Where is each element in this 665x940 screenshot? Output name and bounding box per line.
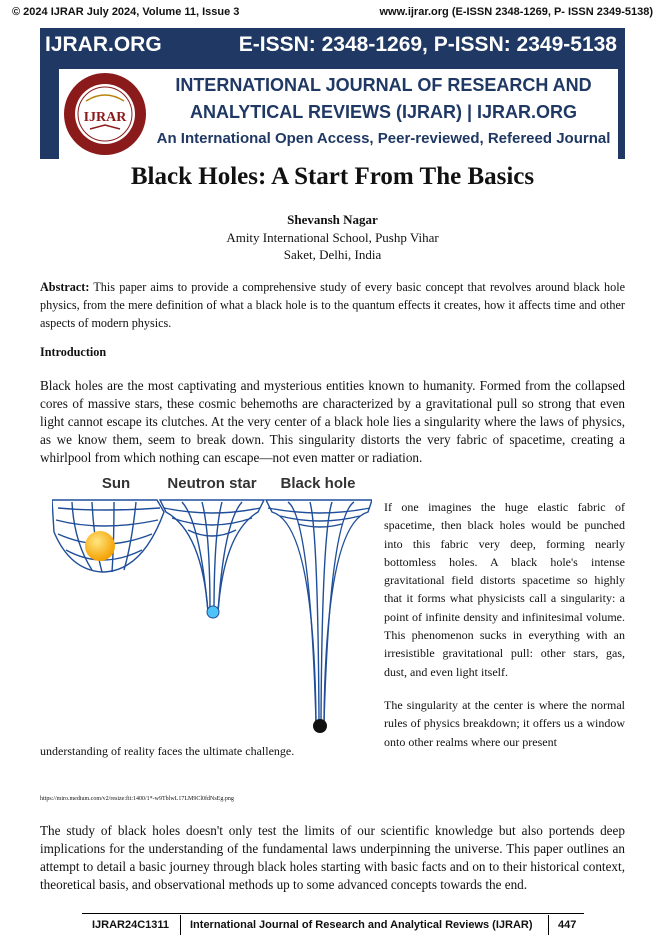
- abstract-label: Abstract:: [40, 280, 90, 294]
- header-website: www.ijrar.org (E-ISSN 2348-1269, P- ISSN 2349-5138): [379, 6, 653, 18]
- abstract-text: This paper aims to provide a comprehensive study of every basic concept that revolves around black hole physics, from the mere definition of what a black hole is to the quantum effects it creates, how it affects time and other aspects of modern physics.: [40, 280, 625, 330]
- spacetime-curvature-figure: [52, 472, 372, 740]
- figure-side-paragraph-1: If one imagines the huge elastic fabric of spacetime, then black holes would be punched into this fabric very deep, forming nearly bottomless holes. A black hole's intense gravitational field distorts spacetime so highly that it forms what physicists call a singularity: a point of infinite density and infinitesimal volume. This phenomenon sucks in everything with an irresistible gravitational pull: other stars, gas, dust, and even light itself.: [384, 500, 625, 679]
- author-affiliation-1: Amity International School, Pushp Vihar: [226, 230, 439, 245]
- banner-site: IJRAR.ORG: [45, 33, 162, 56]
- footer-paper-id: IJRAR24C1311: [92, 919, 170, 931]
- running-header: [12, 6, 653, 22]
- abstract: [40, 278, 625, 332]
- footer-separator: [548, 915, 549, 935]
- footer-page-number: 447: [558, 919, 577, 931]
- journal-name-line1: INTERNATIONAL JOURNAL OF RESEARCH AND: [175, 75, 592, 95]
- introduction-paragraph: Black holes are the most captivating and mysterious entities known to humanity. Formed from the collapsed cores of massive stars, these cosmic behemoths are characterized by a gravitational pull so strong that even light cannot escape its clutches. At the very center of a black hole lies a singularity where the laws of physics, as we know them, seem to break down. This singularity distorts the very fabric of spacetime, creating a whirlpool from which nothing can escape—not even matter or radiation.: [40, 378, 625, 465]
- figure-side-paragraph-2-continued: understanding of reality faces the ultimate challenge.: [40, 744, 295, 758]
- author-affiliation-2: Saket, Delhi, India: [283, 247, 382, 262]
- neutron-star-ball: [207, 606, 219, 618]
- page-footer: [82, 919, 584, 935]
- logo-text: IJRAR: [83, 110, 127, 125]
- figure-side-paragraph-2: The singularity at the center is where the normal rules of physics breakdown; it offers us a window onto other realms where our present: [384, 698, 625, 749]
- journal-tagline: An International Open Access, Peer-reviewed, Refereed Journal: [156, 130, 611, 147]
- sun-ball: [85, 531, 115, 561]
- figure-label-sun: Sun: [101, 475, 131, 492]
- paper-author: Shevansh Nagar: [287, 212, 378, 227]
- footer-separator: [180, 915, 181, 935]
- figure-label-neutron-star: Neutron star: [167, 475, 257, 492]
- journal-banner: [40, 28, 625, 159]
- closing-paragraph: The study of black holes doesn't only test the limits of our scientific knowledge but also portends deep implications for the understanding of the fundamental laws underpinning the universe. This paper outlines an attempt to detail a basic journey through black holes starting with basic facts and on to their historical context, theoretical basis, and observational methods up to some advanced concepts towards the end.: [40, 823, 625, 892]
- figure-label-black-hole: Black hole: [280, 475, 356, 492]
- paper-title: Black Holes: A Start From The Basics: [130, 163, 535, 190]
- header-issue: © 2024 IJRAR July 2024, Volume 11, Issue 3: [12, 6, 240, 18]
- black-hole-spacetime-grid: [266, 500, 372, 722]
- banner-inner: [59, 69, 618, 159]
- neutron-star-spacetime-grid: [160, 500, 264, 612]
- black-hole-ball: [313, 719, 327, 733]
- journal-seal-logo: [62, 71, 148, 157]
- banner-issn: E-ISSN: 2348-1269, P-ISSN: 2349-5138: [238, 33, 617, 56]
- footer-divider: [82, 913, 584, 914]
- footer-journal-name: International Journal of Research and Analytical Reviews (IJRAR): [190, 919, 533, 931]
- section-heading-introduction: Introduction: [40, 345, 107, 359]
- journal-name-line2: ANALYTICAL REVIEWS (IJRAR) | IJRAR.ORG: [189, 102, 578, 122]
- figure-source-caption: https://miro.medium.com/v2/resize:fit:1400/1*-w9TblwL17LM9Cl0fdNsEg.png: [40, 796, 234, 802]
